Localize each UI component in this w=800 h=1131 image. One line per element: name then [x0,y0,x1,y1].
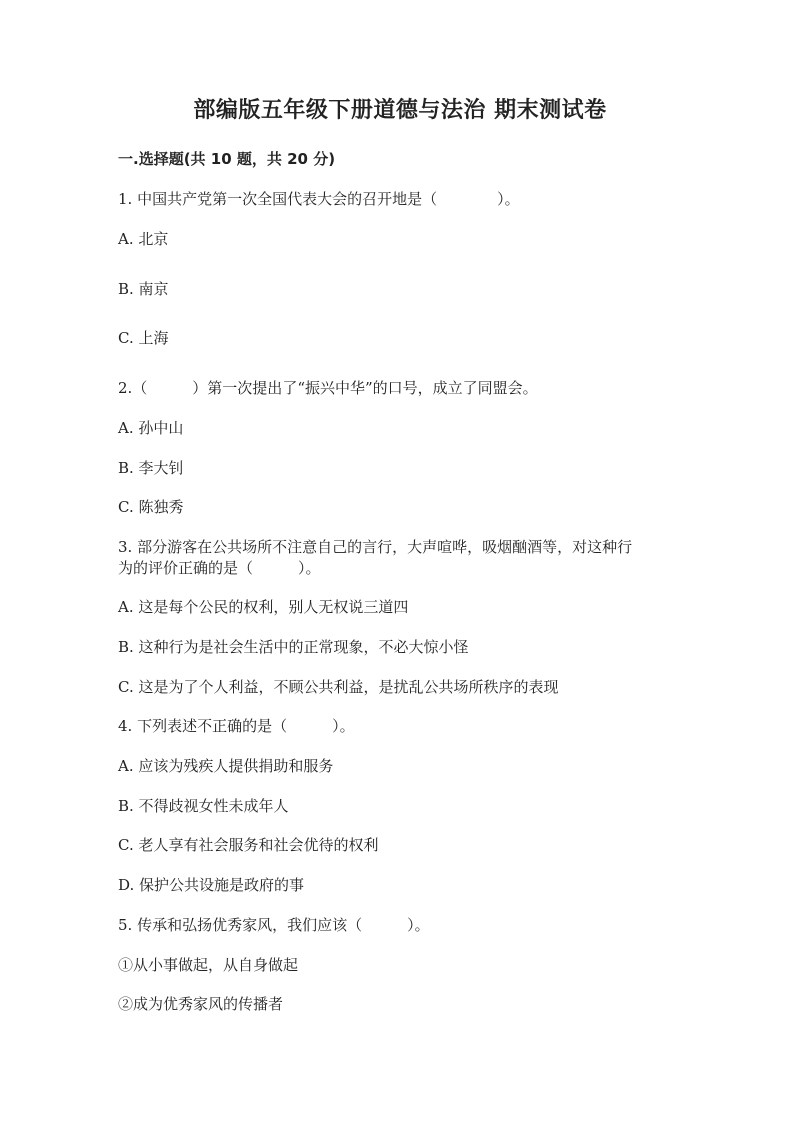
question-4-stem: 4. 下列表述不正确的是（ ）。 [118,717,355,735]
question-1-stem: 1. 中国共产党第一次全国代表大会的召开地是（ ）。 [118,190,520,208]
question-3-option-b: B. 这种行为是社会生活中的正常现象，不必大惊小怪 [118,638,469,656]
question-2-stem: 2.（ ）第一次提出了“振兴中华”的口号，成立了同盟会。 [118,379,538,397]
question-1-option-c: C. 上海 [118,329,169,347]
question-5-stem: 5. 传承和弘扬优秀家风，我们应该（ ）。 [118,916,430,934]
section-heading: 一.选择题(共 10 题，共 20 分) [118,150,336,168]
question-4-option-d: D. 保护公共设施是政府的事 [118,876,305,894]
question-2-option-c: C. 陈独秀 [118,498,184,516]
question-5-statement-2: ②成为优秀家风的传播者 [118,995,284,1013]
question-1-option-a: A. 北京 [118,230,169,248]
question-2-option-b: B. 李大钊 [118,459,184,477]
question-4-option-b: B. 不得歧视女性未成年人 [118,797,289,815]
question-3-stem-line-1: 3. 部分游客在公共场所不注意自己的言行，大声喧哗，吸烟酗酒等，对这种行 [118,538,633,556]
question-2-option-a: A. 孙中山 [118,419,184,437]
question-3-option-c: C. 这是为了个人利益，不顾公共利益，是扰乱公共场所秩序的表现 [118,678,559,696]
question-4-option-c: C. 老人享有社会服务和社会优待的权利 [118,836,379,854]
question-3-stem-line-2: 为的评价正确的是（ ）。 [118,559,321,577]
question-3-option-a: A. 这是每个公民的权利，别人无权说三道四 [118,598,409,616]
question-4-option-a: A. 应该为残疾人提供捐助和服务 [118,757,334,775]
question-5-statement-1: ①从小事做起，从自身做起 [118,956,299,974]
page-title: 部编版五年级下册道德与法治 期末测试卷 [193,98,607,123]
question-1-option-b: B. 南京 [118,280,169,298]
